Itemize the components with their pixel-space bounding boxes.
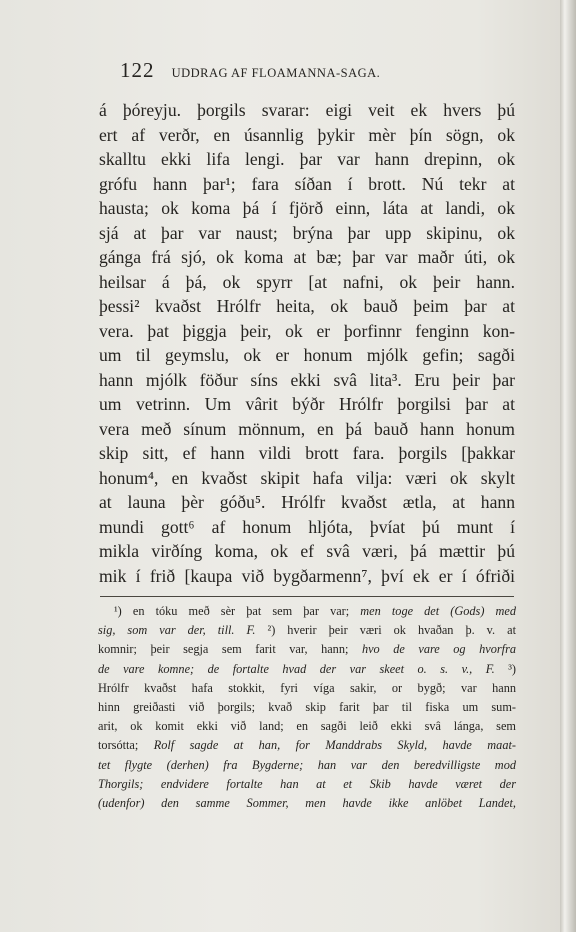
- text-line: gánga frá sjó, ok koma at bæ; þar var maðr úti, ok: [99, 247, 515, 267]
- footnote-line: [98, 794, 516, 813]
- text-line: vera. þat þiggja þeir, ok er þorfinnr fenginn kon-: [99, 320, 515, 341]
- footnote-line: [98, 660, 516, 679]
- footnote-line: [98, 640, 516, 659]
- footnote-translation: Thorgils; endvidere fortalte han at et Skib havde været der: [98, 776, 516, 791]
- footnote-translation: de vare komne; de fortalte hvad der var skeet o. s. v., F.: [98, 661, 495, 676]
- text-line: á þóreyju. þorgils svarar: eigi veit ek hvers þú: [99, 100, 515, 120]
- text-line: at launa þèr góðu⁵. Hrólfr kvaðst ætla, at hann: [99, 492, 515, 512]
- footnote-line: [98, 698, 516, 717]
- footnote-line: [98, 736, 516, 755]
- text-line: hausta; ok koma þá í fjörð einn, láta at landi, ok: [99, 198, 515, 218]
- footnote-text: arit, ok komit ekki við land; en sagði leið ekki svâ lánga, sem: [98, 719, 516, 734]
- text-line: skip sitt, ef hann vildi brott fara. þorgils [þakkar: [99, 443, 515, 463]
- footnote-translation: (udenfor) den samme Sommer, men havde ikke anlöbet Landet,: [98, 795, 516, 810]
- footnote-translation: tet flygte (derhen) fra Bygderne; han var den beredvilligste mod: [98, 757, 516, 772]
- text-line: mundi gott⁶ af honum hljóta, þvíat þú munt í: [99, 516, 515, 537]
- footnote-translation: men toge det (Gods) med: [360, 604, 517, 618]
- footnote-line: [98, 717, 516, 736]
- footnote-text: ¹) en tóku með sèr þat sem þar var;: [114, 604, 361, 618]
- footnote-text: komnir; þeir segja sem farit var, hann;: [98, 642, 362, 657]
- text-line: grófu hann þar¹; fara síðan í brott. Nú tekr at: [99, 173, 515, 194]
- text-line: hann mjólk föður síns ekki svâ lita³. Eru þeir þar: [99, 369, 515, 390]
- text-line: heilsar á þá, ok spyrr [at nafni, ok þeir hann.: [99, 271, 515, 292]
- footnote-translation: Rolf sagde at han, for Manddrabs Skyld, havde maat-: [153, 738, 516, 753]
- footnote-translation: sig, som var der, till. F.: [98, 623, 256, 638]
- text-line: um til geymslu, ok er honum mjólk gefin; sagði: [99, 345, 515, 365]
- text-line: ert af verðr, en úsannlig þykir mèr þín sögn, ok: [99, 124, 515, 145]
- text-line: um vetrinn. Um vârit býðr Hrólfr þorgilsi þar at: [99, 394, 515, 414]
- text-line: þessi² kvaðst Hrólfr heita, ok bauð þeim þar at: [99, 296, 515, 316]
- text-line: skalltu ekki lifa lengi. þar var hann drepinn, ok: [99, 149, 515, 169]
- text-line: honum⁴, en kvaðst skipit hafa vilja: væri ok skylt: [99, 467, 515, 488]
- footnote-line: [98, 775, 516, 794]
- footnotes: [98, 602, 516, 813]
- body-text: [99, 98, 515, 588]
- page-header: [120, 58, 460, 84]
- footnote-rule: [100, 596, 514, 597]
- footnote-line: [98, 756, 516, 775]
- page-edge: [560, 0, 576, 932]
- footnote-text: hinn greiðasti við þorgils; kvað skip farit þar til fiska um sum-: [98, 699, 516, 714]
- text-line: mikla virðíng koma, ok ef svâ væri, þá mættir þú: [99, 541, 515, 561]
- footnote-line: [98, 621, 516, 640]
- footnote-line: [98, 679, 516, 698]
- footnote-text: torsótta;: [98, 738, 154, 753]
- footnote-text: ²) hverir þeir væri ok hvaðan þ. v. at: [255, 623, 516, 638]
- text-line: sjá at þar var naust; brýna þar upp skipinu, ok: [99, 222, 515, 243]
- page-number: 122: [120, 58, 155, 82]
- footnote-translation: hvo de vare og hvorfra: [361, 642, 517, 657]
- text-line: vera með sínum mönnum, en þá bauð hann honum: [99, 418, 515, 439]
- footnote-text: Hrólfr kvaðst hafa stokkit, fyri víga sakir, or bygð; var hann: [98, 680, 516, 695]
- footnote-line: [98, 602, 516, 621]
- running-head: UDDRAG AF FLOAMANNA-SAGA.: [171, 66, 381, 80]
- text-line: mik í frið [kaupa við bygðarmenn⁷, því ek er í ófriði: [99, 565, 515, 586]
- footnote-text: ³): [494, 661, 516, 676]
